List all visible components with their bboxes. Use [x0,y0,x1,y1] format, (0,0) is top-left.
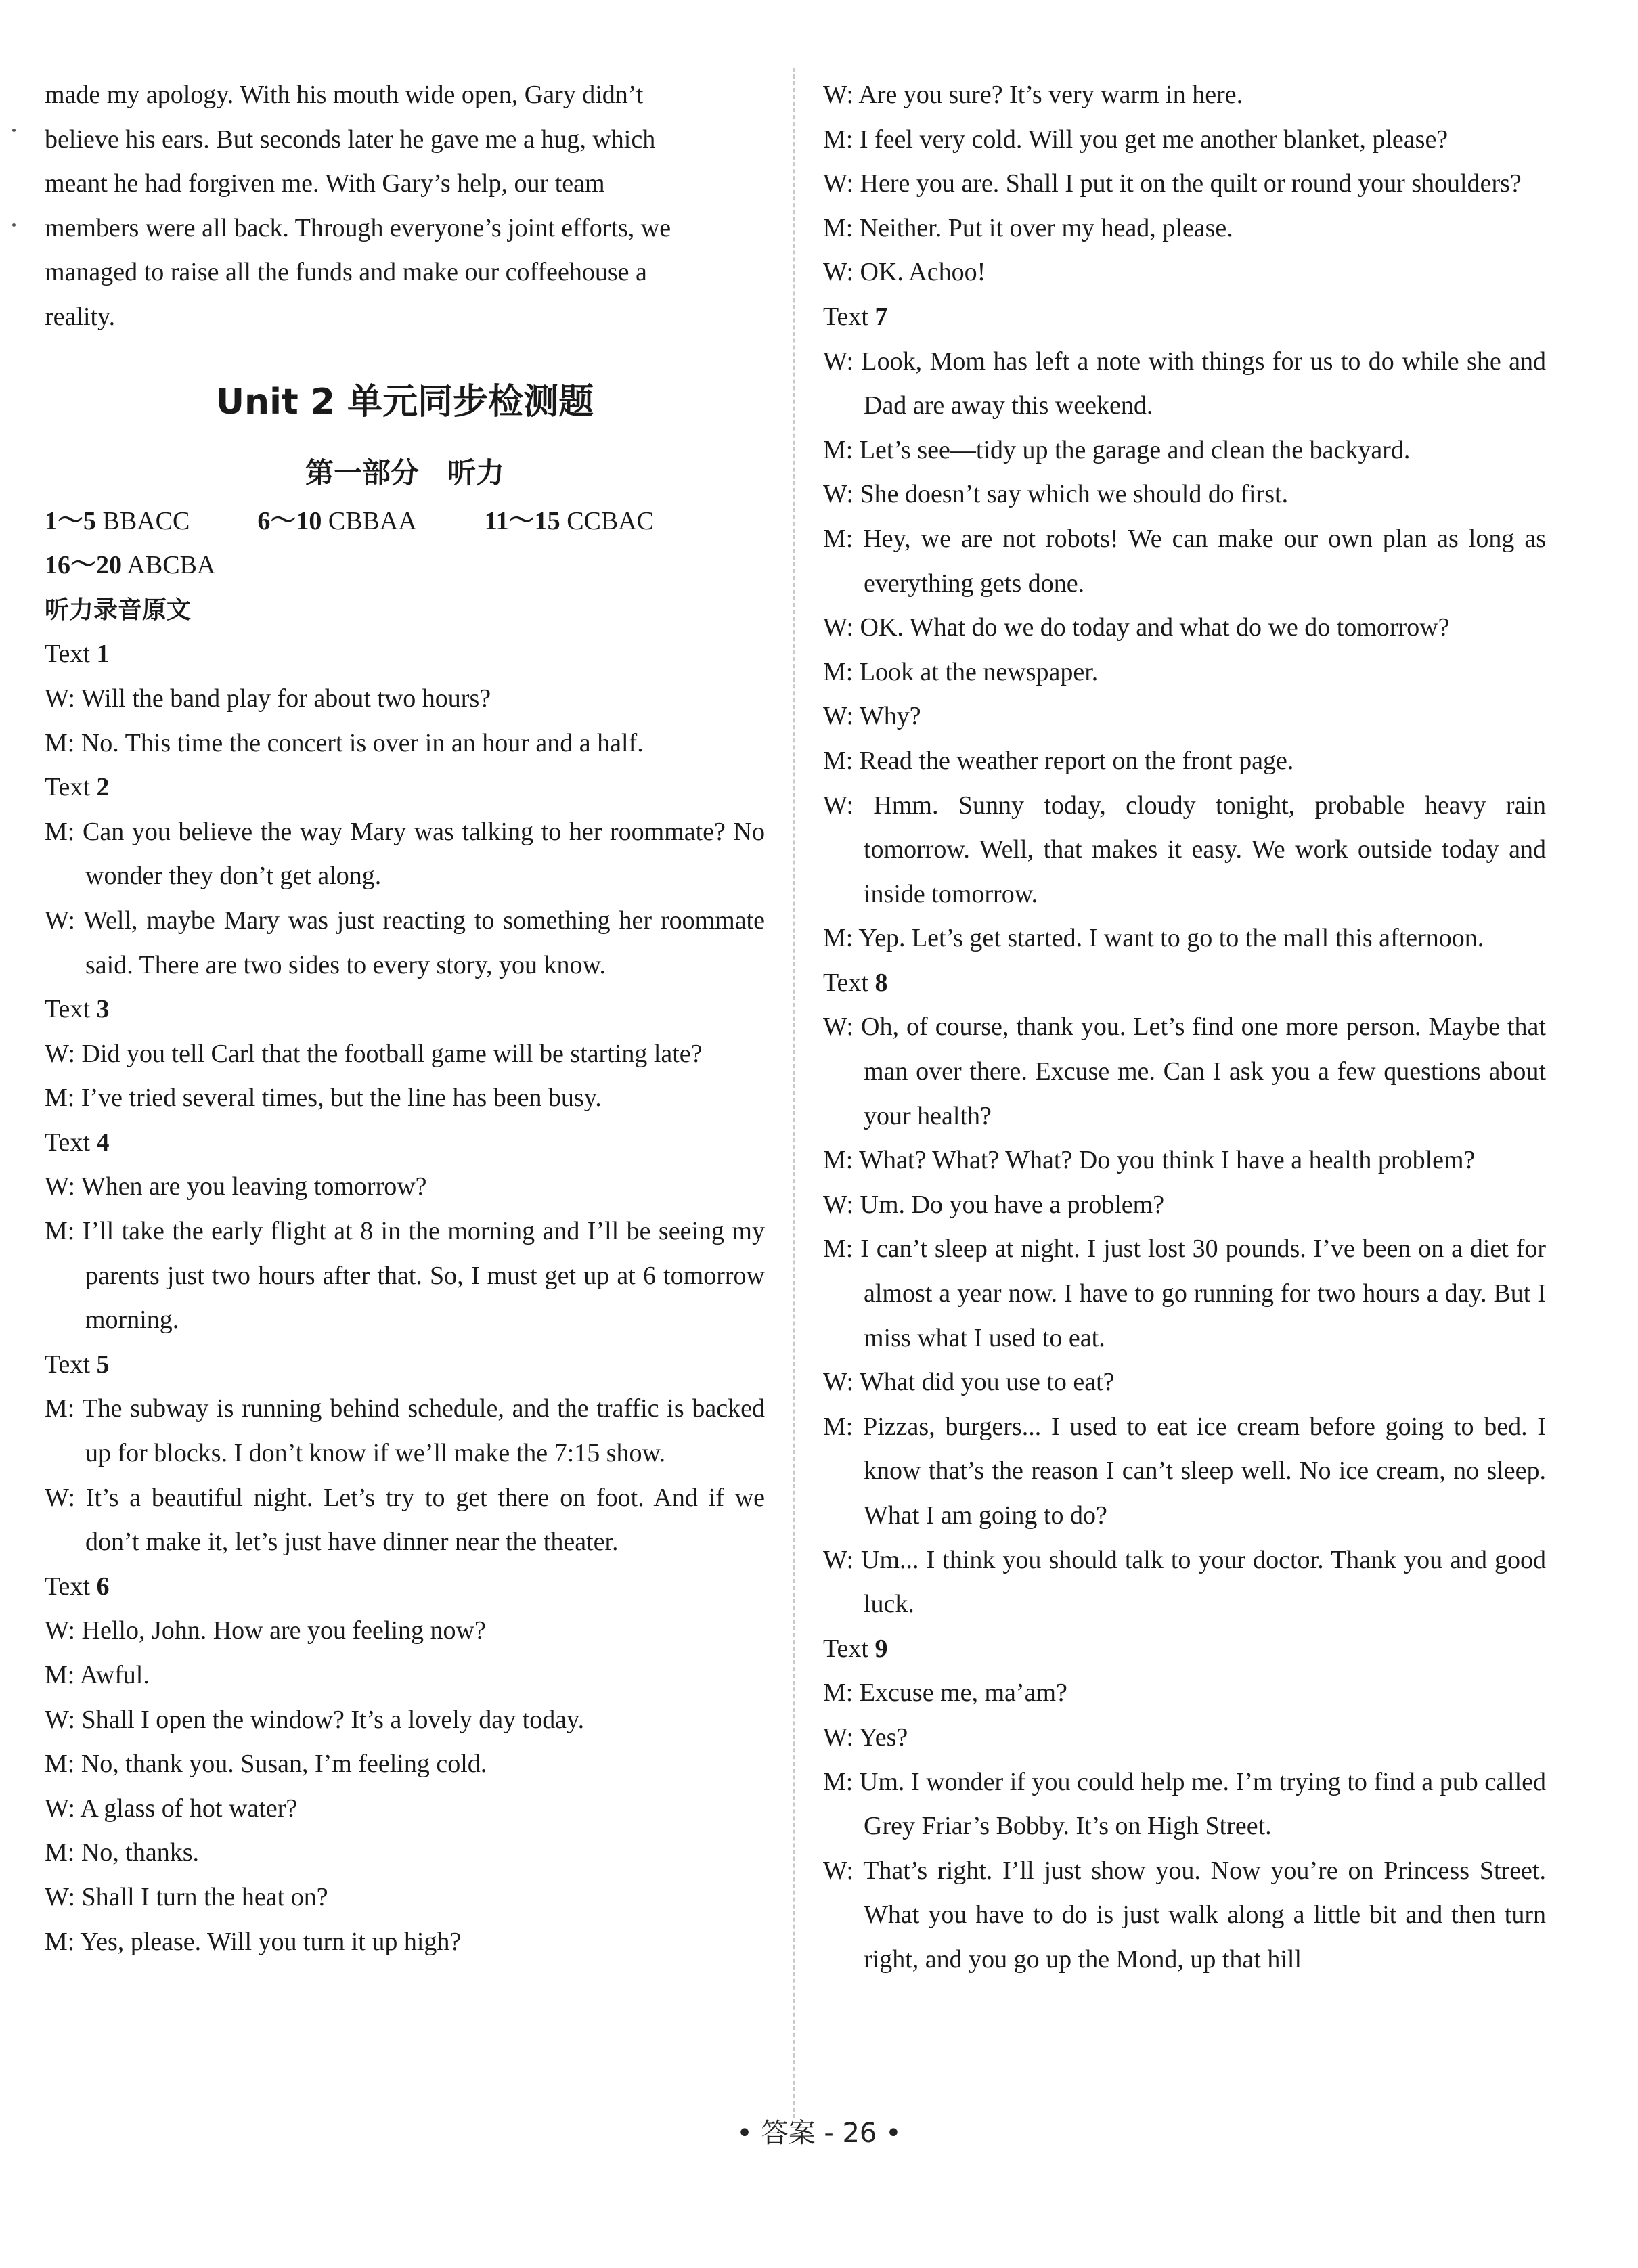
answer-value: ABCBA [127,551,216,580]
dialogue-line: W: It’s a beautiful night. Let’s try to get there on foot. And if we don’t make it, let’s just have dinner near the theater. [45,1483,765,1557]
dialogue-line: W: Hmm. Sunny today, cloudy tonight, probable heavy rain tomorrow. Well, that makes it easy. We work outside today and inside tomorrow. [823,791,1546,908]
text-number: 1 [96,640,110,669]
dialogue-line: W: She doesn’t say which we should do first. [823,480,1289,509]
right-column [823,73,1546,1982]
right-transcripts [823,295,1546,1982]
text-number: 9 [875,1634,888,1663]
text-number: 5 [96,1350,110,1379]
intro-line: members were all back. Through everyone’s joint efforts, we [45,213,671,242]
listening-script-label: 听力录音原文 [45,596,192,624]
dialogue-line: W: That’s right. I’ll just show you. Now you’re on Princess Street. What you have to do is just walk along a little bit and then turn right, and you go up the Mond, up that hill [823,1856,1546,1974]
text-label: Text [45,640,90,669]
dialogue-line: M: Look at the newspaper. [823,657,1099,686]
text-heading [823,1627,1546,1672]
dialogue-line: W: Shall I open the window? It’s a lovely day today. [45,1705,585,1734]
answer-range: 16～20 [45,551,123,580]
text-heading [45,1343,765,1387]
dialogue-line: M: Awful. [45,1661,150,1689]
dialogue-line: W: A glass of hot water? [45,1794,298,1823]
answer-range: 11～15 [484,506,560,535]
text-number: 8 [875,968,888,997]
answer-range: 1～5 [45,506,97,535]
answer-value: BBACC [102,506,190,535]
dialogue-line: M: I feel very cold. Will you get me another blanket, please? [823,125,1448,154]
dialogue-line: M: Yes, please. Will you turn it up high? [45,1927,462,1956]
margin-dot [12,129,16,132]
dialogue-line: M: Neither. Put it over my head, please. [823,213,1233,242]
text-label: Text [45,1350,90,1379]
dialogue-line: W: When are you leaving tomorrow? [45,1172,427,1201]
answer-row [45,543,765,588]
text-label: Text [45,1128,90,1157]
dialogue-line: M: No, thank you. Susan, I’m feeling cold. [45,1750,487,1779]
dialogue-line: M: Um. I wonder if you could help me. I’m trying to find a pub called Grey Friar’s Bobby. It’s on High Street. [823,1767,1546,1841]
text-heading [45,987,765,1032]
dialogue-line: M: Hey, we are not robots! We can make our own plan as long as everything gets done. [823,524,1546,598]
text-number: 3 [96,995,110,1024]
unit-title: Unit 2 单元同步检测题 [215,381,594,422]
left-transcripts [45,632,765,1964]
text-heading [45,1565,765,1609]
answer-value: CCBAC [567,506,655,535]
dialogue-line: M: Let’s see—tidy up the garage and clean the backyard. [823,435,1411,464]
dialogue-line: M: Excuse me, ma’am? [823,1678,1067,1708]
text-label: Text [823,1634,868,1663]
text-label: Text [45,773,90,802]
dialogue-line: W: Um. Do you have a problem? [823,1190,1165,1219]
text-label: Text [823,968,868,997]
text-number: 2 [96,773,110,802]
dialogue-line: M: The subway is running behind schedule, and the traffic is backed up for blocks. I don’t know if we’ll make the 7:15 show. [45,1394,765,1468]
text-number: 4 [96,1128,110,1157]
dialogue-line: M: I can’t sleep at night. I just lost 30 pounds. I’ve been on a diet for almost a year now. I have to go running for two hours a day. But I miss what I used to eat. [823,1235,1546,1352]
dialogue-line: M: What? What? What? Do you think I have a health problem? [823,1146,1476,1175]
text-heading [45,1121,765,1165]
text-number: 7 [875,302,888,331]
intro-paragraph [45,73,765,340]
dialogue-line: M: No. This time the concert is over in an hour and a half. [45,728,644,757]
text-heading [823,961,1546,1006]
column-divider [793,68,795,2118]
text-label: Text [45,1572,90,1601]
dialogue-line: M: I’ll take the early flight at 8 in the morning and I’ll be seeing my parents just two hours after that. So, I must get up at 6 tomorrow morning. [45,1217,765,1335]
intro-line: reality. [45,302,116,331]
page-number: • 答案 - 26 • [736,2118,902,2149]
text6-continued [823,73,1546,295]
answer-range: 6～10 [257,506,322,535]
dialogue-line: W: Yes? [823,1722,908,1752]
dialogue-line: W: Here you are. Shall I put it on the quilt or round your shoulders? [823,169,1522,198]
text-heading [45,632,765,677]
dialogue-line: W: Are you sure? It’s very warm in here. [823,81,1243,109]
dialogue-line: W: Why? [823,702,921,731]
left-column [45,73,765,1964]
dialogue-line: M: No, thanks. [45,1838,199,1867]
dialogue-line: W: Did you tell Carl that the football game will be starting late? [45,1039,703,1068]
intro-line: managed to raise all the funds and make our coffeehouse a [45,258,647,287]
dialogue-line: W: Look, Mom has left a note with things for us to do while she and Dad are away this weekend. [823,347,1546,420]
dialogue-line: M: Pizzas, burgers... I used to eat ice cream before going to bed. I know that’s the reason I can’t sleep well. No ice cream, no sleep. What I am going to do? [823,1412,1546,1530]
intro-line: believe his ears. But seconds later he gave me a hug, which [45,125,656,154]
intro-line: meant he had forgiven me. With Gary’s help, our team [45,169,605,198]
dialogue-line: W: OK. What do we do today and what do we do tomorrow? [823,613,1450,642]
dialogue-line: W: Oh, of course, thank you. Let’s find one more person. Maybe that man over there. Excuse me. Can I ask you a few questions about your health? [823,1013,1546,1130]
dialogue-line: M: Read the weather report on the front page. [823,746,1294,775]
dialogue-line: W: OK. Achoo! [823,258,986,287]
text-heading [823,295,1546,340]
intro-line: made my apology. With his mouth wide open, Gary didn’t [45,81,644,109]
text-number: 6 [96,1572,110,1601]
dialogue-line: M: I’ve tried several times, but the line has been busy. [45,1084,602,1113]
dialogue-line: W: Will the band play for about two hours? [45,684,491,713]
text-label: Text [45,995,90,1024]
text-label: Text [823,302,868,331]
dialogue-line: W: Hello, John. How are you feeling now? [45,1616,486,1645]
margin-dot [12,223,16,227]
dialogue-line: W: What did you use to eat? [823,1368,1115,1397]
answer-row [45,499,765,544]
section-title: 第一部分 听力 [305,455,504,489]
dialogue-line: M: Can you believe the way Mary was talking to her roommate? No wonder they don’t get along. [45,817,765,891]
dialogue-line: W: Um... I think you should talk to your doctor. Thank you and good luck. [823,1545,1546,1619]
text-heading [45,765,765,810]
dialogue-line: W: Shall I turn the heat on? [45,1882,328,1911]
dialogue-line: W: Well, maybe Mary was just reacting to something her roommate said. There are two sides to every story, you know. [45,906,765,979]
dialogue-line: M: Yep. Let’s get started. I want to go to the mall this afternoon. [823,924,1484,953]
answer-value: CBBAA [328,506,417,535]
